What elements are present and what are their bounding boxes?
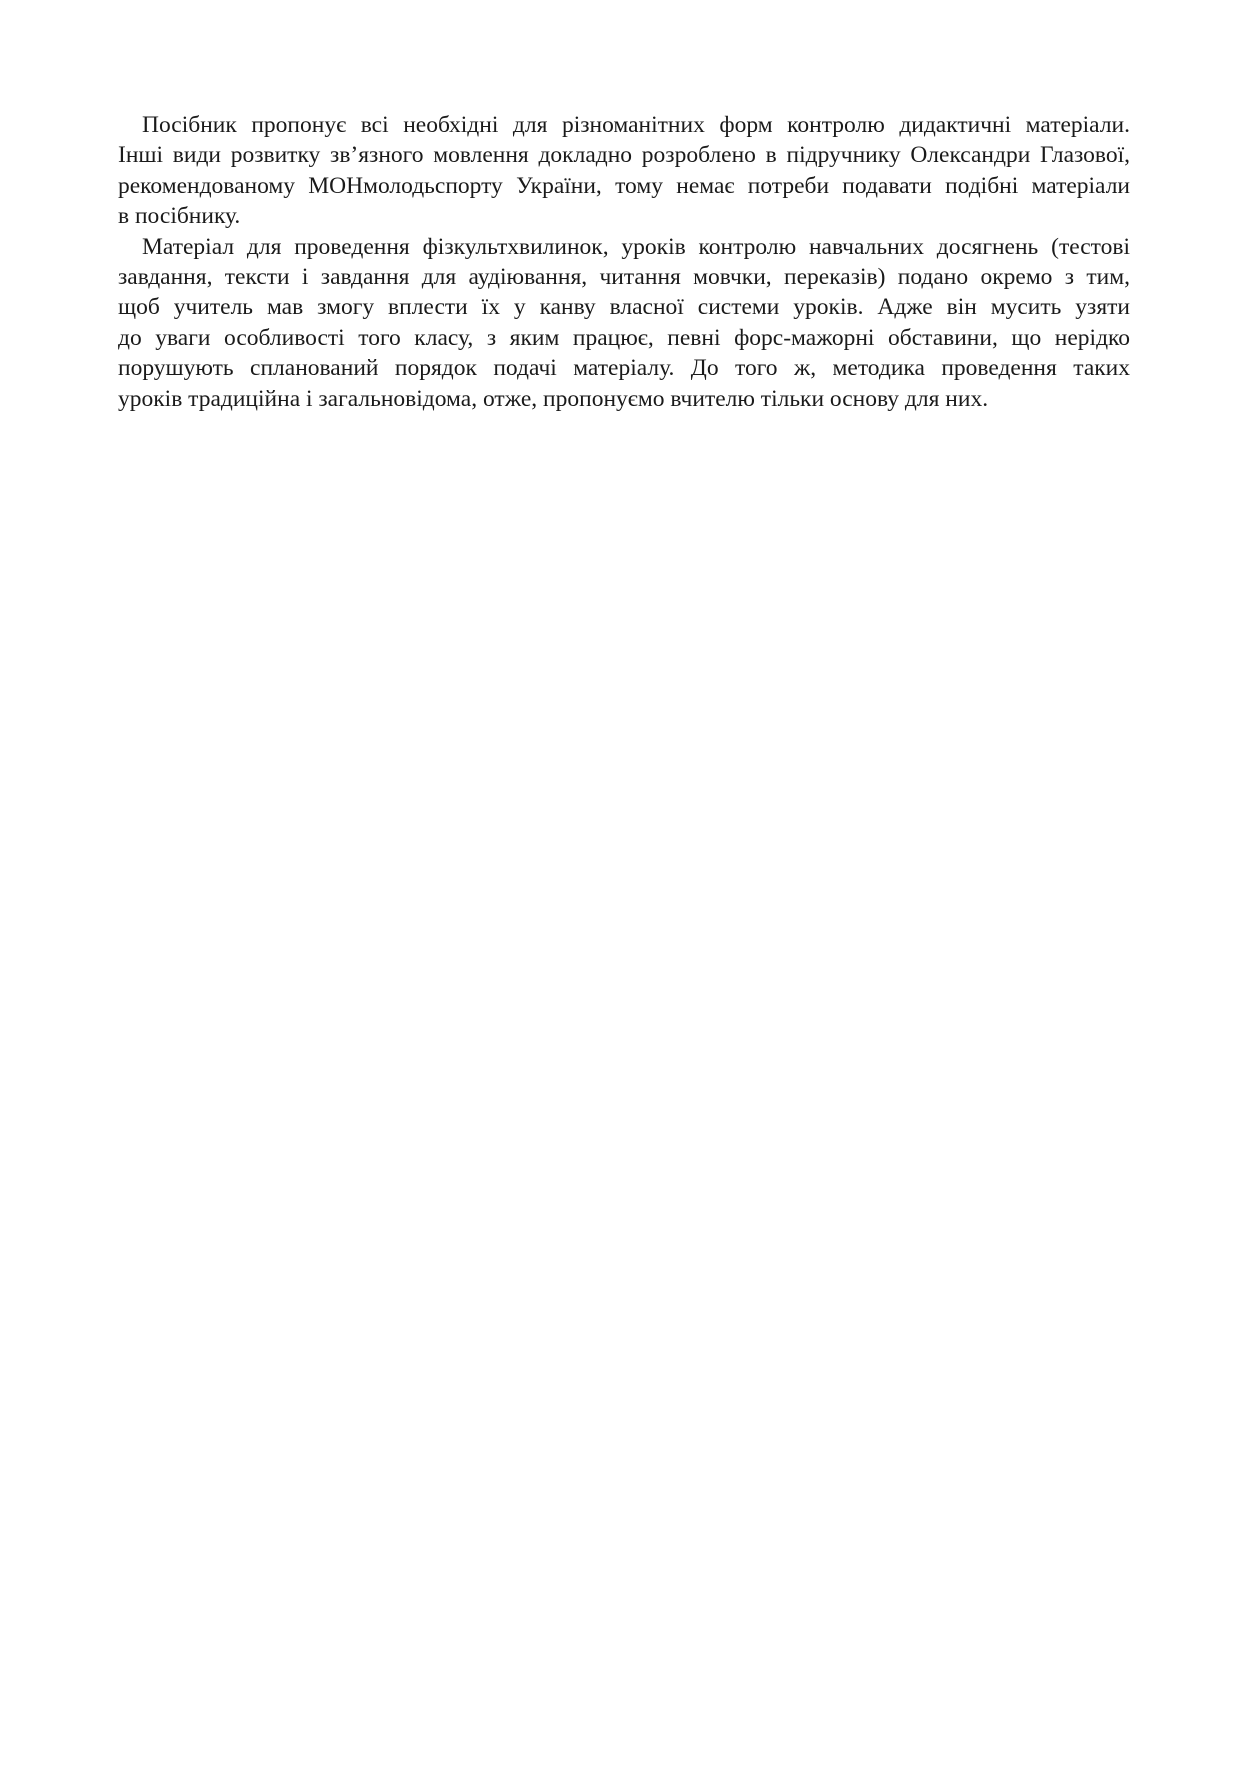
body-text	[118, 110, 1130, 414]
paragraph-1	[118, 110, 1130, 232]
text-line: Посібник пропонує всі необхідні для різноманітних форм контролю дидактичні матеріали.	[142, 112, 1130, 138]
text-line: до уваги особливості того класу, з яким працює, певні форс-мажорні обставини, що нерідко	[118, 324, 1130, 351]
text-line: завдання, тексти і завдання для аудіювання, читання мовчки, переказів) подано окремо з тим,	[118, 264, 1130, 291]
text-line: Інші види розвитку зв’язного мовлення докладно розроблено в підручнику Олександри Глазової,	[118, 142, 1130, 169]
text-line: щоб учитель мав змогу вплести їх у канву власної системи уроків. Адже він мусить узяти	[118, 294, 1130, 321]
text-line: уроків традиційна і загальновідома, отже, пропонуємо вчителю тільки основу для них.	[118, 385, 989, 412]
text-line: рекомендованому МОНмолодьспорту України, тому немає потреби подавати подібні матеріали	[118, 172, 1130, 199]
paragraph-2	[118, 232, 1130, 414]
text-line: в посібнику.	[118, 203, 241, 230]
text-line: порушують спланований порядок подачі матеріалу. До того ж, методика проведення таких	[118, 355, 1130, 382]
text-line: Матеріал для проведення фізкультхвилинок, уроків контролю навчальних досягнень (тестові	[142, 233, 1130, 260]
